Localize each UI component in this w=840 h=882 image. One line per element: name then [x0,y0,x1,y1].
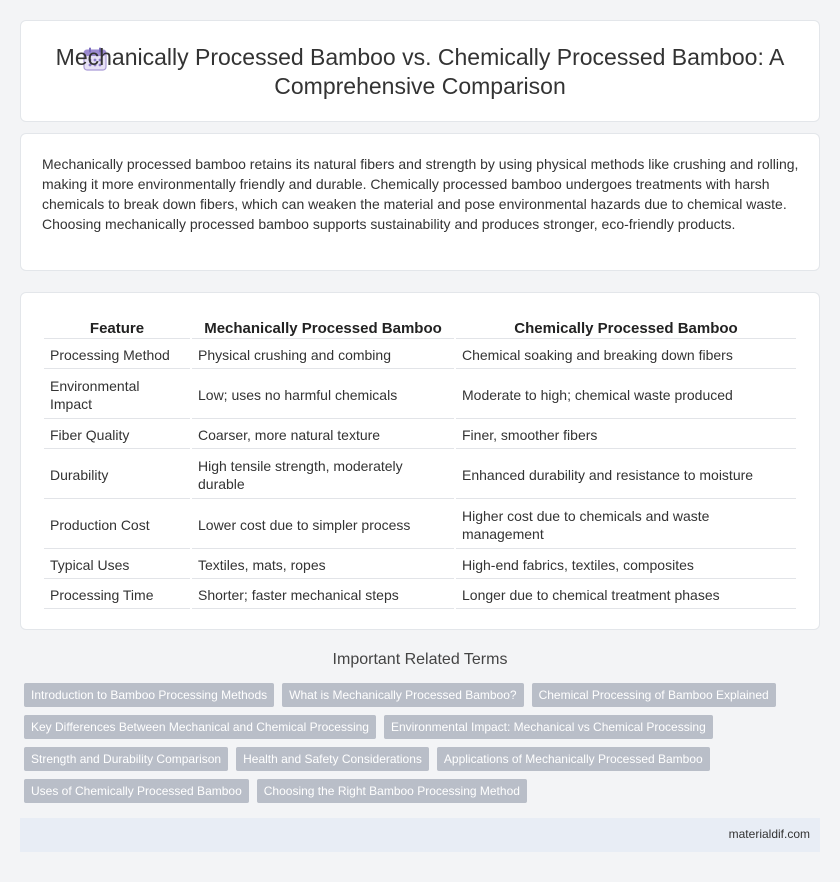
chemical-cell: High-end fabrics, textiles, composites [456,551,796,579]
table-row [44,501,796,549]
feature-cell: Durability [44,451,190,499]
feature-cell: Fiber Quality [44,421,190,449]
related-term-link[interactable]: Uses of Chemically Processed Bamboo [24,779,249,803]
table-row [44,581,796,609]
mechanical-cell: Low; uses no harmful chemicals [192,371,454,419]
related-term-link[interactable]: Strength and Durability Comparison [24,747,228,771]
mechanical-cell: Coarser, more natural texture [192,421,454,449]
mechanical-cell: Textiles, mats, ropes [192,551,454,579]
related-term-link[interactable]: Applications of Mechanically Processed Bamboo [437,747,710,771]
feature-cell: Processing Time [44,581,190,609]
mechanical-cell: High tensile strength, moderately durable [192,451,454,499]
related-terms-heading: Important Related Terms [332,651,508,668]
mechanical-cell: Lower cost due to simpler process [192,501,454,549]
chemical-cell: Higher cost due to chemicals and waste management [456,501,796,549]
page-title: Mechanically Processed Bamboo vs. Chemically Processed Bamboo: A Comprehensive Comparison [55,44,785,99]
intro-card [20,133,820,271]
chemical-cell: Finer, smoother fibers [456,421,796,449]
table-row [44,341,796,369]
table-row [44,371,796,419]
header-card [20,20,820,122]
related-term-link[interactable]: Choosing the Right Bamboo Processing Method [257,779,527,803]
column-header: Feature [44,317,190,339]
comparison-table-card [20,292,820,630]
related-term-link[interactable]: Health and Safety Considerations [236,747,429,771]
chemical-cell: Moderate to high; chemical waste produced [456,371,796,419]
table-row [44,451,796,499]
mechanical-cell: Physical crushing and combing [192,341,454,369]
column-header: Chemically Processed Bamboo [456,317,796,339]
related-terms-list [24,683,820,811]
feature-cell: Processing Method [44,341,190,369]
related-term-link[interactable]: Introduction to Bamboo Processing Methods [24,683,274,707]
chemical-cell: Enhanced durability and resistance to moisture [456,451,796,499]
footer [20,818,820,852]
table-header-row [44,317,796,339]
mechanical-cell: Shorter; faster mechanical steps [192,581,454,609]
column-header: Mechanically Processed Bamboo [192,317,454,339]
table-row [44,421,796,449]
table-row [44,551,796,579]
related-term-link[interactable]: Environmental Impact: Mechanical vs Chemical Processing [384,715,713,739]
intro-paragraph: Mechanically processed bamboo retains its natural fibers and strength by using physical methods like crushing and rolling, making it more environmentally friendly and durable. Chemically processed bamboo undergoes treatments with harsh chemicals to break down fibers, which can weaken the material and pose environmental hazards due to chemical waste. Choosing mechanically processed bamboo supports sustainability and produces stronger, eco-friendly products. [42,156,799,232]
comparison-table [42,315,798,611]
site-name[interactable]: materialdif.com [728,827,810,841]
feature-cell: Typical Uses [44,551,190,579]
related-term-link[interactable]: Key Differences Between Mechanical and Chemical Processing [24,715,376,739]
feature-cell: Environmental Impact [44,371,190,419]
chemical-cell: Chemical soaking and breaking down fibers [456,341,796,369]
related-term-link[interactable]: What is Mechanically Processed Bamboo? [282,683,523,707]
feature-cell: Production Cost [44,501,190,549]
chemical-cell: Longer due to chemical treatment phases [456,581,796,609]
related-term-link[interactable]: Chemical Processing of Bamboo Explained [532,683,776,707]
